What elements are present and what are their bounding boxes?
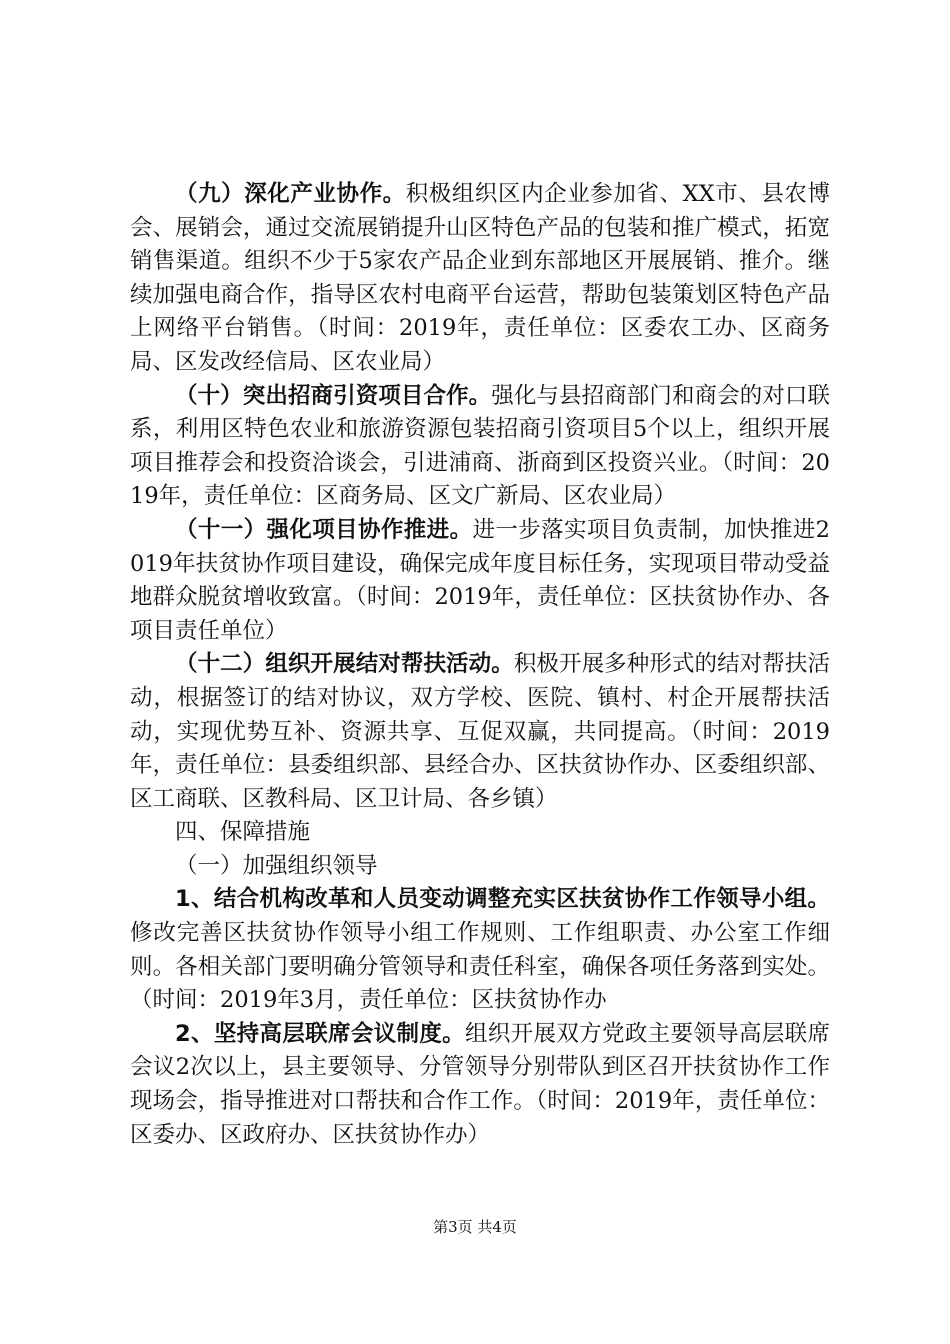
item-body: 修改完善区扶贫协作领导小组工作规则、工作组职责、办公室工作细则。各相关部门要明确分管领导和责任科室，确保各项任务落到实处。（时间：2019年3月，责任单位：区扶贫协作办 bbox=[130, 920, 830, 1014]
section-heading: 四、保障措施 bbox=[175, 819, 311, 846]
paragraph-lead: （十一）强化项目协作推进。 bbox=[175, 516, 473, 543]
subsection-heading: （一）加强组织领导 bbox=[175, 852, 378, 879]
paragraph-lead: （十）突出招商引资项目合作。 bbox=[175, 382, 492, 409]
item-lead: 1、结合机构改革和人员变动调整充实区扶贫协作工作领导小组。 bbox=[175, 886, 830, 913]
page-number-footer: 第3页 共4页 bbox=[433, 1218, 517, 1236]
item-body: 组织开展双方党政主要领导高层联席会议2次以上，县主要领导、分管领导分别带队到区召开扶贫协作工作现场会，指导推进对口帮扶和合作工作。（时间：2019年，责任单位：区委办、区政府办、区扶贫协作办） bbox=[130, 1020, 830, 1148]
paragraph-body: 积极组织区内企业参加省、XX市、县农博会、展销会，通过交流展销提升山区特色产品的包装和推广模式，拓宽销售渠道。组织不少于5家农产品企业到东部地区开展展销、推介。继续加强电商合作，指导区农村电商平台运营，帮助包装策划区特色产品上网络平台销售。（时间：2019年，责任单位：区委农工办、区商务局、区发改经信局、区农业局） bbox=[130, 181, 830, 375]
paragraph-body: 进一步落实项目负责制，加快推进2019年扶贫协作项目建设，确保完成年度目标任务，实现项目带动受益地群众脱贫增收致富。（时间：2019年，责任单位：区扶贫协作办、各项目责任单位） bbox=[130, 516, 830, 644]
paragraph-industry-cooperation bbox=[130, 178, 830, 380]
paragraph-lead: （九）深化产业协作。 bbox=[175, 181, 406, 207]
paragraph-investment-cooperation bbox=[130, 380, 830, 514]
item-leading-group bbox=[130, 883, 830, 1017]
paragraph-pairing-assistance bbox=[130, 648, 830, 816]
paragraph-lead: （十二）组织开展结对帮扶活动。 bbox=[175, 651, 514, 678]
item-lead: 2、坚持高层联席会议制度。 bbox=[175, 1020, 465, 1047]
paragraph-body: 积极开展多种形式的结对帮扶活动，根据签订的结对协议，双方学校、医院、镇村、村企开展帮扶活动，实现优势互补、资源共享、互促双赢，共同提高。（时间：2019年，责任单位：县委组织部、县经合办、区扶贫协作办、区委组织部、区工商联、区教科局、区卫计局、各乡镇） bbox=[130, 651, 830, 812]
paragraph-body: 强化与县招商部门和商会的对口联系，利用区特色农业和旅游资源包装招商引资项目5个以上，组织开展项目推荐会和投资洽谈会，引进浦商、浙商到区投资兴业。（时间：2019年，责任单位：区商务局、区文广新局、区农业局） bbox=[130, 382, 830, 510]
document-body bbox=[130, 178, 830, 1152]
item-joint-meeting bbox=[130, 1018, 830, 1152]
paragraph-project-cooperation bbox=[130, 514, 830, 648]
